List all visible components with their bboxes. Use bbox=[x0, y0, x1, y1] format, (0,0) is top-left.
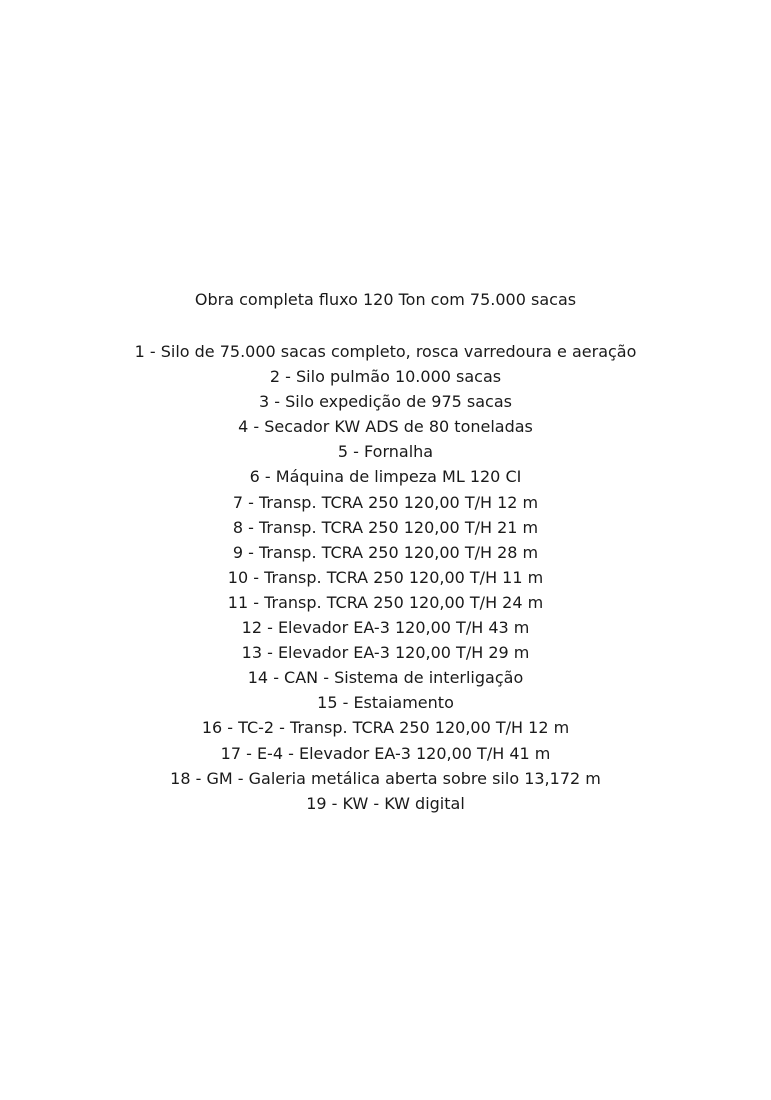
list-item: 16 - TC-2 - Transp. TCRA 250 120,00 T/H 12 m bbox=[201, 718, 570, 738]
list-item: 2 - Silo pulmão 10.000 sacas bbox=[269, 367, 502, 387]
list-item: 10 - Transp. TCRA 250 120,00 T/H 11 m bbox=[227, 567, 544, 587]
list-item: 15 - Estaiamento bbox=[317, 693, 454, 713]
list-item: 3 - Silo expedição de 975 sacas bbox=[259, 392, 512, 412]
list-item: 8 - Transp. TCRA 250 120,00 T/H 21 m bbox=[232, 517, 539, 537]
equipment-list bbox=[0, 339, 771, 816]
list-item: 19 - KW - KW digital bbox=[306, 793, 465, 813]
list-item: 7 - Transp. TCRA 250 120,00 T/H 12 m bbox=[232, 492, 539, 512]
list-item: 13 - Elevador EA-3 120,00 T/H 29 m bbox=[241, 643, 530, 663]
list-item: 17 - E-4 - Elevador EA-3 120,00 T/H 41 m bbox=[220, 743, 551, 763]
list-item: 14 - CAN - Sistema de interligação bbox=[247, 668, 524, 688]
list-item: 18 - GM - Galeria metálica aberta sobre silo 13,172 m bbox=[170, 768, 601, 788]
list-item: 5 - Fornalha bbox=[337, 442, 434, 462]
list-item: 6 - Máquina de limpeza ML 120 CI bbox=[249, 467, 522, 487]
document-title: Obra completa fluxo 120 Ton com 75.000 sacas bbox=[194, 290, 577, 309]
list-item: 11 - Transp. TCRA 250 120,00 T/H 24 m bbox=[227, 592, 544, 612]
list-item: 1 - Silo de 75.000 sacas completo, rosca varredoura e aeração bbox=[134, 342, 637, 361]
list-item: 4 - Secador KW ADS de 80 toneladas bbox=[238, 417, 533, 437]
list-item: 9 - Transp. TCRA 250 120,00 T/H 28 m bbox=[232, 542, 539, 562]
list-item: 12 - Elevador EA-3 120,00 T/H 43 m bbox=[241, 618, 530, 638]
